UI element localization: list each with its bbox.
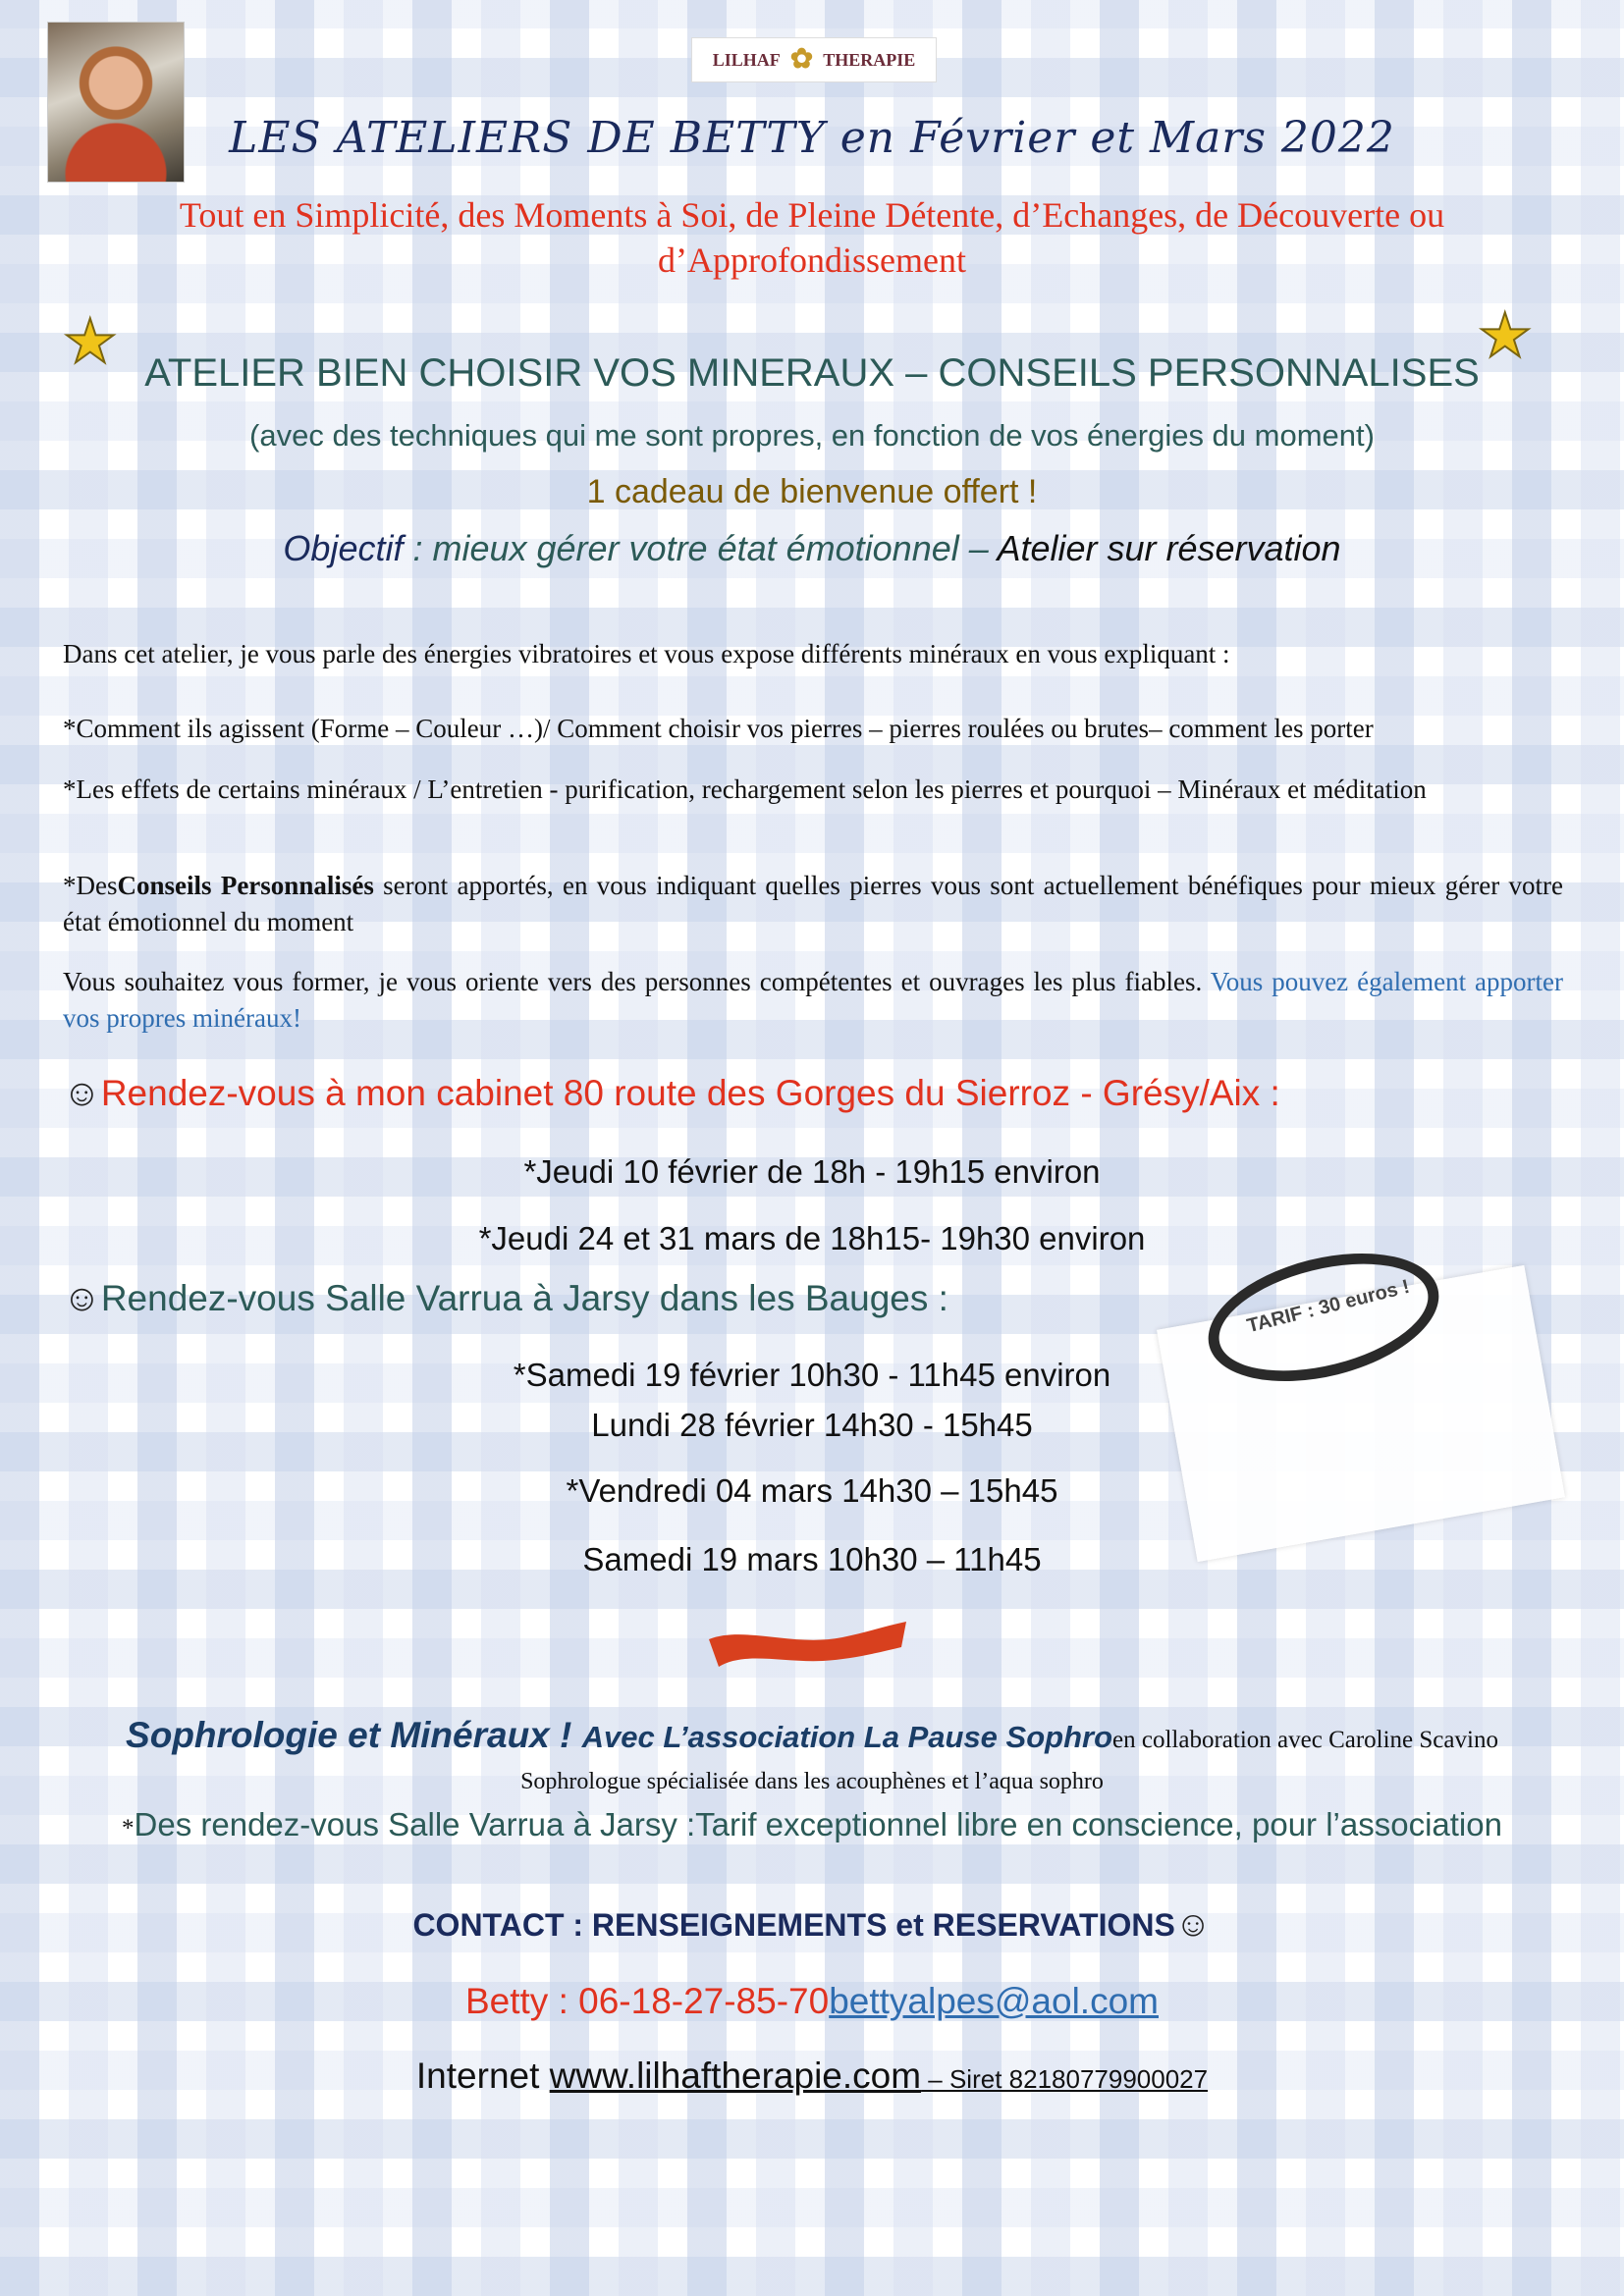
subtitle: Tout en Simplicité, des Moments à Soi, de Pleine Détente, d’Echanges, de Découverte ou d’Approfondissement bbox=[179, 195, 1445, 280]
tarif-label: TARIF : 30 euros ! bbox=[1244, 1275, 1412, 1338]
sophro-collaboration: en collaboration avec Caroline Scavino bbox=[1112, 1727, 1498, 1753]
smiley-icon: ☺ bbox=[63, 1073, 101, 1114]
siret-number: – Siret 82180779900027 bbox=[921, 2064, 1209, 2094]
rdv-cabinet-heading bbox=[63, 1073, 1280, 1114]
objectif-text: : mieux gérer votre état émotionnel – bbox=[403, 528, 998, 568]
star-icon-left: ★ bbox=[63, 308, 118, 376]
sophro-subtitle: Sophrologue spécialisée dans les acouphènes et l’aqua sophro bbox=[520, 1769, 1104, 1794]
sophro-heading bbox=[0, 1715, 1624, 1756]
p3-rest: seront apportés, en vous indiquant quelles pierres vous sont actuellement bénéfiques pour mieux gérer votre état émotionnel du moment bbox=[63, 871, 1563, 936]
smiley-icon: ☺ bbox=[1174, 1903, 1212, 1944]
gift-offer: 1 cadeau de bienvenue offert ! bbox=[586, 473, 1038, 510]
contact-betty bbox=[0, 1981, 1624, 2022]
intro-paragraph: Dans cet atelier, je vous parle des énergies vibratoires et vous expose différents minéraux en vous expliquant : bbox=[63, 639, 1230, 668]
sophro-rdv-text: Des rendez-vous Salle Varrua à Jarsy :Tarif exceptionnel libre en conscience, pour l’association bbox=[134, 1806, 1502, 1842]
logo-text-left: LILHAF bbox=[712, 49, 781, 70]
website-link[interactable]: www.lilhaftherapie.com bbox=[549, 2056, 922, 2096]
red-swash-divider bbox=[705, 1618, 911, 1673]
p4-blue-text: Vous pouvez également apporter vos propres minéraux! bbox=[63, 967, 1564, 1033]
lilhaf-therapie-logo bbox=[691, 37, 937, 82]
paragraph-effets: *Les effets de certains minéraux / L’entretien - purification, rechargement selon les pierres et pourquoi – Minéraux et méditation bbox=[63, 774, 1427, 804]
date-item: *Jeudi 10 février de 18h - 19h15 environ bbox=[523, 1153, 1101, 1190]
phone-number: Betty : 06-18-27-85-70 bbox=[464, 1981, 830, 2021]
sophro-title: Sophrologie et Minéraux ! bbox=[126, 1715, 582, 1755]
p3-prefix: *Des bbox=[63, 871, 118, 900]
contact-heading bbox=[0, 1903, 1624, 1944]
email-link[interactable]: bettyalpes@aol.com bbox=[829, 1981, 1159, 2021]
atelier-subtitle: (avec des techniques qui me sont propres, en fonction de vos énergies du moment) bbox=[249, 418, 1375, 453]
p3-bold: Conseils Personnalisés bbox=[117, 871, 374, 900]
p4-text: Vous souhaitez vous former, je vous oriente vers des personnes compétentes et ouvrages les plus fiables. bbox=[63, 967, 1211, 996]
smiley-icon: ☺ bbox=[63, 1278, 101, 1319]
contact-internet bbox=[0, 2056, 1624, 2097]
date-item: *Samedi 19 février 10h30 - 11h45 environ bbox=[513, 1357, 1111, 1393]
sophro-rdv-star: * bbox=[122, 1815, 135, 1842]
paragraph-comment: *Comment ils agissent (Forme – Couleur …)/ Comment choisir vos pierres – pierres roulées ou brutes– comment les porter bbox=[63, 714, 1374, 743]
sophro-association: Avec L’association La Pause Sophro bbox=[581, 1720, 1113, 1754]
sophro-rdv bbox=[0, 1806, 1624, 1843]
date-item: Samedi 19 mars 10h30 – 11h45 bbox=[582, 1541, 1042, 1577]
logo-text-right: THERAPIE bbox=[823, 49, 916, 70]
atelier-title: ATELIER BIEN CHOISIR VOS MINERAUX – CONSEILS PERSONNALISES bbox=[144, 351, 1480, 395]
page-title: LES ATELIERS DE BETTY en Février et Mars 2022 bbox=[229, 113, 1395, 163]
date-item: *Jeudi 24 et 31 mars de 18h15- 19h30 environ bbox=[478, 1220, 1146, 1256]
date-item: *Vendredi 04 mars 14h30 – 15h45 bbox=[566, 1472, 1058, 1509]
flower-icon: ✿ bbox=[789, 44, 814, 75]
internet-label: Internet bbox=[415, 2056, 550, 2096]
objectif-line bbox=[0, 528, 1624, 569]
contact-title: CONTACT : RENSEIGNEMENTS et RESERVATIONS bbox=[412, 1907, 1175, 1943]
star-icon-right: ★ bbox=[1478, 302, 1533, 370]
reservation-note: Atelier sur réservation bbox=[997, 528, 1341, 568]
rdv-jarsy-heading bbox=[63, 1278, 948, 1319]
paragraph-conseils bbox=[63, 868, 1563, 940]
paragraph-formation bbox=[63, 964, 1563, 1037]
rdv-jarsy-label: Rendez-vous Salle Varrua à Jarsy dans les Bauges : bbox=[100, 1278, 948, 1318]
date-item: Lundi 28 février 14h30 - 15h45 bbox=[591, 1407, 1033, 1443]
objectif-label: Objectif bbox=[283, 528, 404, 568]
rdv-cabinet-label: Rendez-vous à mon cabinet 80 route des Gorges du Sierroz - Grésy/Aix : bbox=[100, 1073, 1280, 1113]
